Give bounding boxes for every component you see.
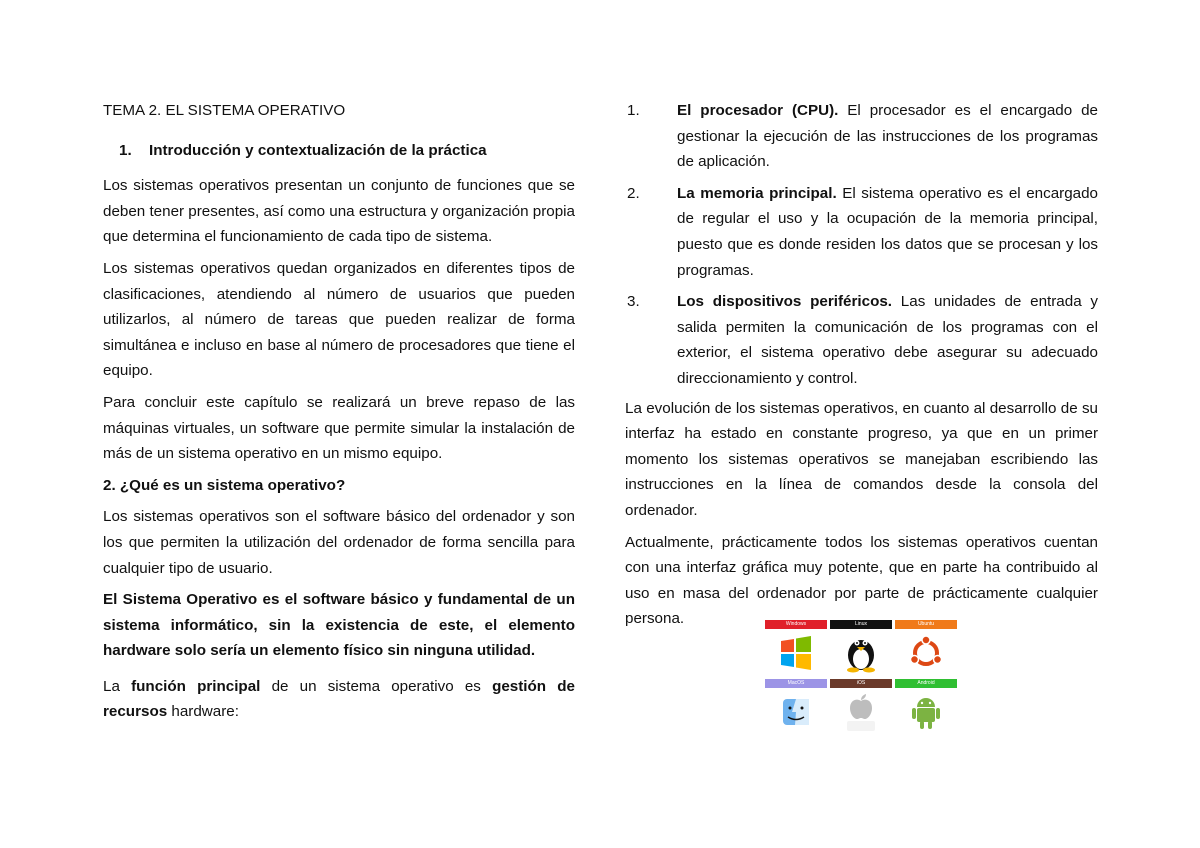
list-number: 1. (627, 102, 640, 119)
document-title: TEMA 2. EL SISTEMA OPERATIVO (103, 102, 346, 119)
paragraph-intro-2: Los sistemas operativos quedan organizados en diferentes tipos de clasificaciones, atendiendo al número de usuarios que pueden utilizarlos, al número de tareas que pueden realizar de forma simultánea e incluso en base al número de procesadores que tiene el equipo. (103, 259, 575, 380)
section-title: Introducción y contextualización de la práctica (149, 141, 487, 159)
list-item: 2. La memoria principal. El sistema operativo es el encargado de regular el uso y la ocupación de la memoria principal, puesto que es donde residen los datos que se procesan y los programas. (625, 181, 1098, 283)
os-tile-linux (830, 620, 892, 675)
paragraph-intro-1: Los sistemas operativos presentan un conjunto de funciones que se deben tener presentes, así como una estructura y organización propia que determina el funcionamiento de cada tipo de sistema. (103, 177, 575, 246)
os-label: Linux (830, 620, 892, 629)
ubuntu-logo-icon (895, 631, 957, 675)
os-tile-windows (765, 620, 827, 675)
paragraph-evolution: La evolución de los sistemas operativos, en cuanto al desarrollo de su interfaz ha estado en constante progreso, ya que en un primer momento los sistemas operativos se manejaban escribiendo las instrucciones en la línea de comandos desde la consola del ordenador. (625, 399, 1098, 519)
finder-face-icon (765, 690, 827, 734)
section-number: 1. (119, 141, 132, 159)
list-number: 2. (627, 184, 640, 202)
paragraph-gui: Actualmente, prácticamente todos los sistemas operativos cuentan con una interfaz gráfica muy potente, que en parte ha contribuido al uso en masa del ordenador por parte de prácticamente cualquier persona. (625, 533, 1098, 628)
hardware-resources-list (625, 98, 1098, 392)
apple-ios-icon (830, 690, 892, 734)
os-tile-macos (765, 679, 827, 734)
os-label: MacOS (765, 679, 827, 688)
os-tile-ubuntu (895, 620, 957, 675)
list-item: 3. Los dispositivos periféricos. Las unidades de entrada y salida permiten la comunicación de los programas con el exterior, el sistema operativo debe asegurar su adecuado direccionamiento y control. (625, 289, 1098, 391)
paragraph-main-function: La función principal de un sistema operativo es gestión de recursos hardware: (103, 677, 575, 721)
os-label: Ubuntu (895, 620, 957, 629)
left-column (103, 98, 575, 731)
windows-logo-icon (765, 631, 827, 675)
os-tile-ios (830, 679, 892, 734)
tux-penguin-icon (830, 631, 892, 675)
os-label: Android (895, 679, 957, 688)
operating-systems-image (765, 620, 961, 732)
right-column (625, 98, 1098, 638)
list-number: 3. (627, 293, 640, 311)
android-robot-icon (895, 690, 957, 734)
paragraph-definition: Los sistemas operativos son el software básico del ordenador y son los que permiten la utilización del ordenador de forma sencilla para cualquier tipo de usuario. (103, 508, 575, 577)
section-heading-1 (103, 138, 575, 164)
paragraph-bold-definition: El Sistema Operativo es el software básico y fundamental de un sistema informático, sin la existencia de este, el elemento hardware solo sería un elemento físico sin ninguna utilidad. (103, 591, 575, 660)
os-tile-android (895, 679, 957, 734)
list-item: 1. El procesador (CPU). El procesador es el encargado de gestionar la ejecución de las instrucciones de los programas de aplicación. (625, 98, 1098, 175)
os-label: iOS (830, 679, 892, 688)
paragraph-intro-3: Para concluir este capítulo se realizará un breve repaso de las máquinas virtuales, un software que permite simular la instalación de más de un sistema operativo en un mismo equipo. (103, 393, 575, 463)
section-heading-2: 2. ¿Qué es un sistema operativo? (103, 476, 346, 494)
os-label: Windows (765, 620, 827, 629)
